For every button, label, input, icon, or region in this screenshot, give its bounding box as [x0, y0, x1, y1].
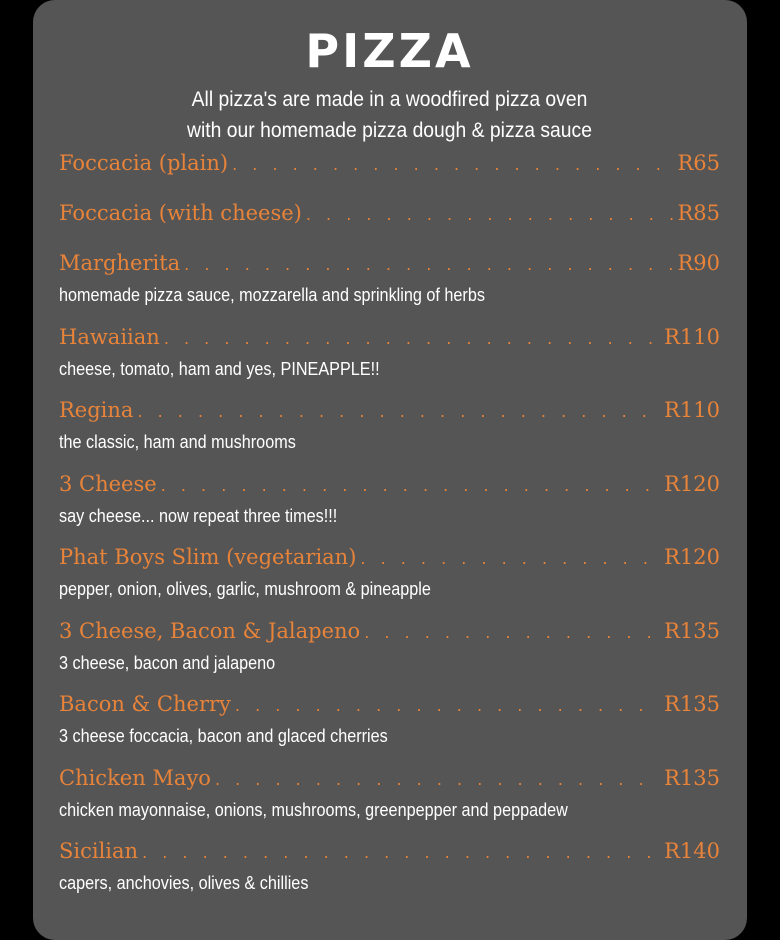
item-name: Chicken Mayo [59, 765, 211, 790]
menu-item-regina [59, 396, 720, 470]
item-name: 3 Cheese, Bacon & Jalapeno [59, 618, 361, 643]
item-description: chicken mayonnaise, onions, mushrooms, greenpepper and peppadew [59, 799, 568, 820]
item-price: R110 [664, 324, 720, 349]
item-name: Phat Boys Slim (vegetarian) [59, 545, 357, 569]
item-description: 3 cheese foccacia, bacon and glaced cherries [59, 726, 388, 746]
item-description: the classic, ham and mushrooms [59, 432, 296, 452]
menu-item-foccacia-cheese [59, 199, 720, 249]
item-description: homemade pizza sauce, mozzarella and sprinkling of herbs [59, 285, 485, 305]
item-price: R135 [664, 765, 720, 790]
item-price: R140 [664, 839, 720, 863]
item-description: pepper, onion, olives, garlic, mushroom & pineapple [59, 579, 431, 599]
item-name: Foccacia (plain) [59, 151, 229, 175]
menu-item-hawaiian [59, 323, 720, 397]
menu-card [33, 0, 747, 940]
item-price: R65 [677, 151, 720, 175]
menu-item-foccacia-plain [59, 149, 720, 199]
menu-items-list [59, 149, 720, 911]
item-name: 3 Cheese [59, 471, 157, 496]
dot-leader [184, 251, 673, 277]
item-price: R135 [664, 618, 720, 643]
item-name: Sicilian [59, 839, 139, 863]
menu-title: PIZZA [305, 24, 474, 78]
menu-item-sicilian [59, 837, 720, 911]
item-description: say cheese... now repeat three times!!! [59, 505, 338, 526]
dot-leader [164, 325, 660, 351]
menu-item-phat-boys-slim [59, 543, 720, 617]
item-name: Regina [59, 398, 134, 422]
item-description: cheese, tomato, ham and yes, PINEAPPLE!! [59, 358, 380, 379]
item-description: capers, anchovies, olives & chillies [59, 873, 309, 893]
menu-item-margherita [59, 249, 720, 323]
item-price: R110 [664, 398, 720, 422]
item-price: R135 [664, 692, 720, 716]
item-description: 3 cheese, bacon and jalapeno [59, 652, 276, 673]
menu-item-bacon-cherry [59, 690, 720, 764]
item-name: Bacon & Cherry [59, 692, 231, 716]
dot-leader [364, 619, 660, 645]
menu-subtitle [85, 84, 693, 146]
dot-leader [161, 472, 660, 498]
subtitle-line-2: with our homemade pizza dough & pizza sauce [187, 119, 592, 142]
menu-item-3-cheese-bacon-jalapeno [59, 617, 720, 691]
dot-leader [142, 839, 660, 865]
dot-leader [232, 151, 673, 177]
item-name: Hawaiian [59, 324, 160, 349]
dot-leader [306, 201, 674, 227]
menu-item-chicken-mayo [59, 764, 720, 838]
item-price: R120 [664, 545, 720, 569]
item-price: R120 [664, 471, 720, 496]
dot-leader [235, 692, 660, 718]
item-price: R85 [677, 201, 720, 225]
item-name: Margherita [59, 251, 181, 275]
subtitle-line-1: All pizza's are made in a woodfired pizza oven [191, 88, 588, 111]
dot-leader [360, 545, 660, 571]
item-name: Foccacia (with cheese) [59, 201, 302, 225]
item-price: R90 [677, 251, 720, 275]
dot-leader [137, 398, 660, 424]
dot-leader [215, 766, 660, 792]
menu-item-3-cheese [59, 470, 720, 544]
